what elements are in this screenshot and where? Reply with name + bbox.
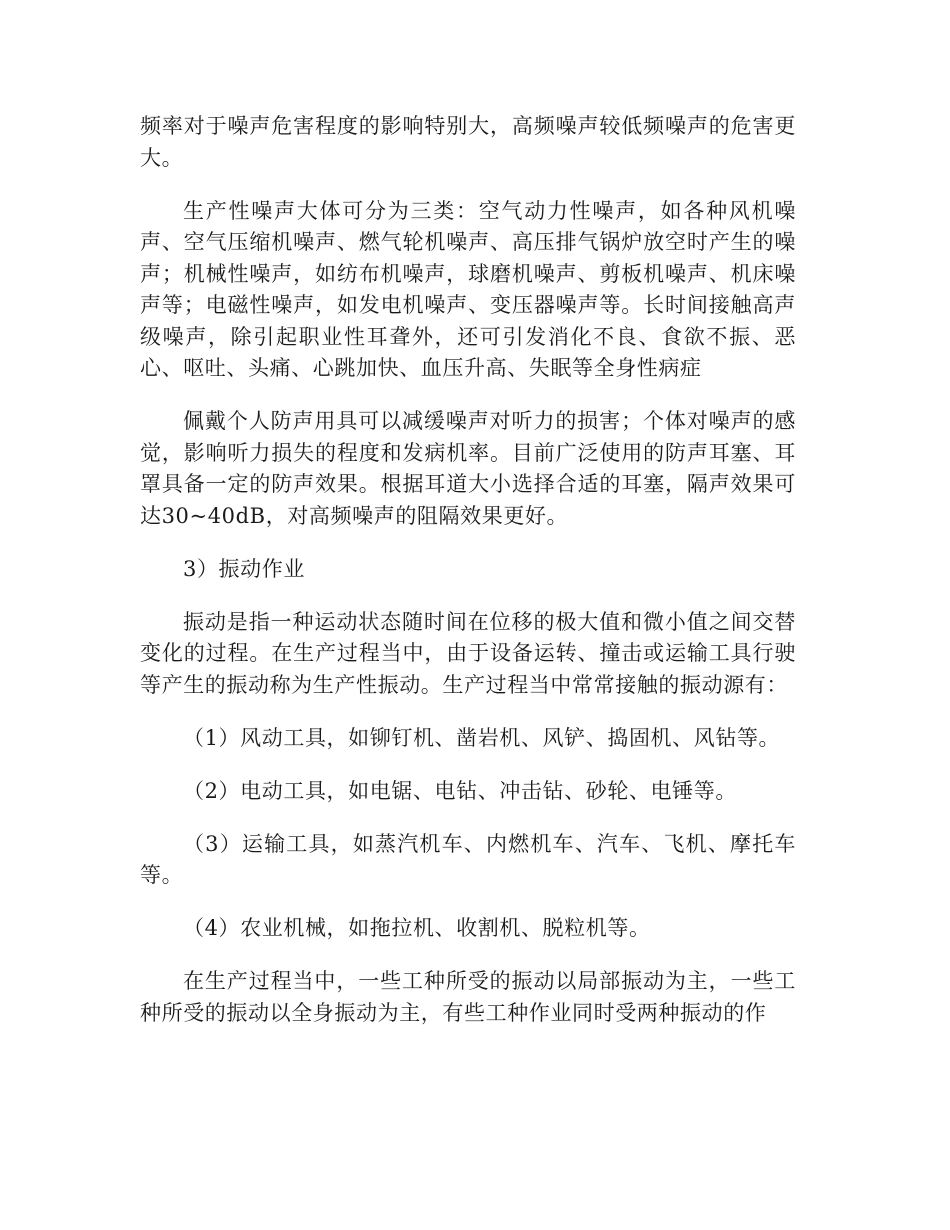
list-item-transport-tools: （3）运输工具，如蒸汽机车、内燃机车、汽车、飞机、摩托车等。 (140, 831, 796, 887)
paragraph-noise-types: 生产性噪声大体可分为三类：空气动力性噪声，如各种风机噪声、空气压缩机噪声、燃气轮机噪声、高压排气锅炉放空时产生的噪声；机械性噪声，如纺布机噪声，球磨机噪声、剪板机噪声、机床噪声等；电磁性噪声，如发电机噪声、变压器噪声等。长时间接触高声级噪声，除引起职业性耳聋外，还可引发消化不良、食欲不振、恶心、呕吐、头痛、心跳加快、血压升高、失眠等全身性病症 (140, 198, 796, 380)
paragraph-noise-frequency: 频率对于噪声危害程度的影响特别大，高频噪声较低频噪声的危害更大。 (140, 114, 796, 170)
paragraph-hearing-protection: 佩戴个人防声用具可以减缓噪声对听力的损害；个体对噪声的感觉，影响听力损失的程度和发病机率。目前广泛使用的防声耳塞、耳罩具备一定的防声效果。根据耳道大小选择合适的耳塞，隔声效果可达30~40dB，对高频噪声的阻隔效果更好。 (140, 409, 796, 528)
paragraph-vibration-types: 在生产过程当中，一些工种所受的振动以局部振动为主，一些工种所受的振动以全身振动为主，有些工种作业同时受两种振动的作 (140, 969, 796, 1025)
paragraph-vibration-definition: 振动是指一种运动状态随时间在位移的极大值和微小值之间交替变化的过程。在生产过程当中，由于设备运转、撞击或运输工具行驶等产生的振动称为生产性振动。生产过程当中常常接触的振动源有： (140, 609, 796, 697)
list-item-electric-tools: （2）电动工具，如电锯、电钻、冲击钻、砂轮、电锤等。 (183, 778, 737, 803)
section-heading-vibration: 3）振动作业 (183, 556, 305, 581)
list-item-agricultural-machinery: （4）农业机械，如拖拉机、收割机、脱粒机等。 (183, 916, 651, 940)
list-item-pneumatic-tools: （1）风动工具，如铆钉机、凿岩机、风铲、捣固机、风钻等。 (183, 725, 781, 750)
document-body (140, 111, 796, 1051)
